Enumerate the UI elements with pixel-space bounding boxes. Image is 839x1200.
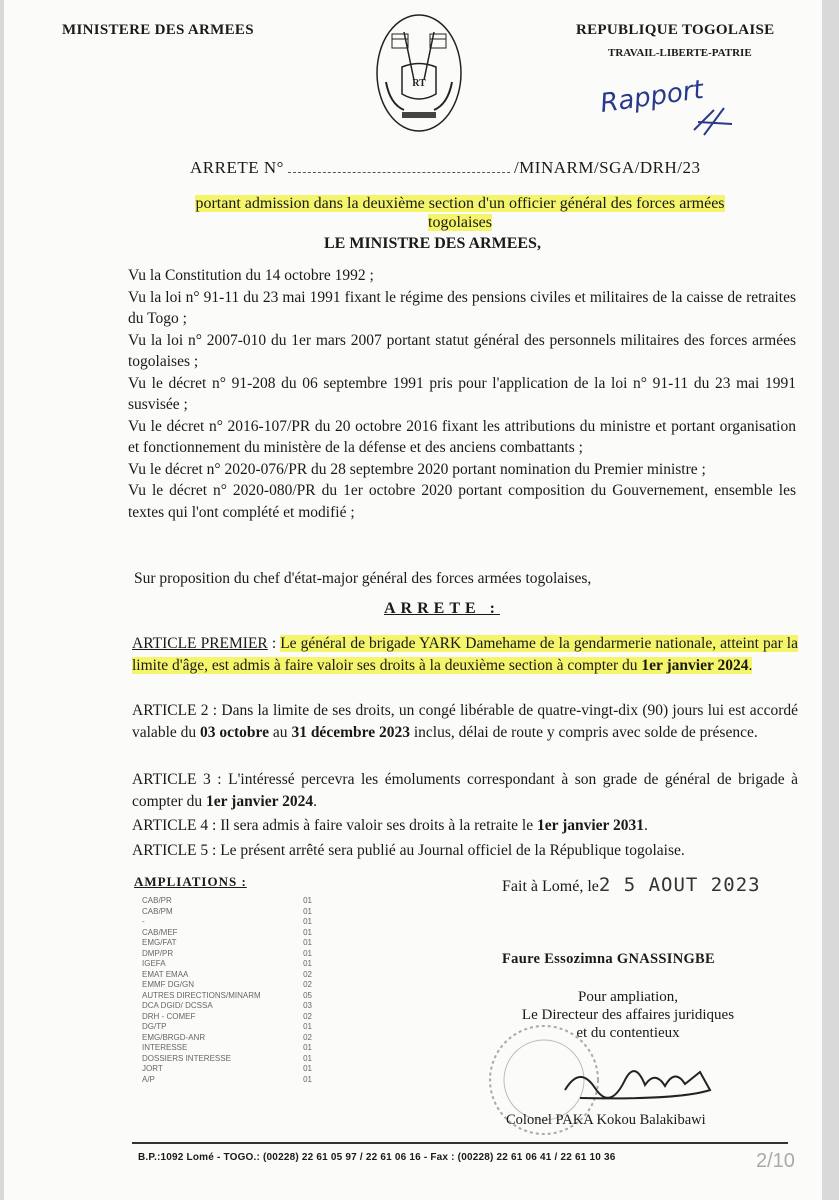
list-item: - 01 <box>142 917 312 926</box>
list-item: DG/TP 01 <box>142 1022 312 1031</box>
consideration-item: Vu la loi n° 2007-010 du 1er mars 2007 portant statut général des personnels militaires des forces armées togolaises ; <box>128 331 796 370</box>
article-5: ARTICLE 5 : Le présent arrêté sera publié au Journal officiel de la République togolaise. <box>132 842 685 859</box>
list-item: DRH - COMEF 02 <box>142 1011 312 1021</box>
list-item: CAB/PR 01 <box>142 896 312 905</box>
list-item: EMG/BRGD-ANR 02 <box>142 1032 312 1042</box>
article-2: ARTICLE 2 : Dans la limite de ses droits, un congé libérable de quatre-vingt-dix (90) jours lui est accordé valable du 03 octobre au 31 décembre 2023 inclus, délai de route y compris avec solde de présence. <box>132 702 798 741</box>
arrete-heading: ARRETE : <box>384 600 501 617</box>
consideration-item: Vu la Constitution du 14 octobre 1992 ; <box>128 267 374 284</box>
pen-scribble-icon <box>684 100 744 140</box>
republic-header: REPUBLIQUE TOGOLAISE <box>576 22 775 38</box>
decree-subject: portant admission dans la deuxième section d'un officier général des forces armées togolaises <box>195 195 725 231</box>
date-stamp: 2 5 AOUT 2023 <box>598 874 761 896</box>
article-4: ARTICLE 4 : Il sera admis à faire valoir ses droits à la retraite le 1er janvier 2031. <box>132 817 648 834</box>
ministry-header: MINISTERE DES ARMEES <box>62 22 254 38</box>
list-item: A/P 01 <box>142 1074 312 1084</box>
considerations-list <box>128 265 796 523</box>
list-item: EMG/FAT 01 <box>142 938 312 947</box>
consideration-item: Vu le décret n° 2020-080/PR du 1er octobre 2020 portant composition du Gouvernement, ensemble les textes qui l'ont complété et modifié ; <box>128 482 796 521</box>
article-3: ARTICLE 3 : L'intéressé percevra les émoluments correspondant à son grade de général de brigade à compter du 1er janvier 2024. <box>132 771 798 810</box>
list-item: CAB/PM 01 <box>142 906 312 916</box>
list-item: DCA DGID/ DCSSA 03 <box>142 1001 312 1010</box>
coat-of-arms-emblem <box>374 12 464 134</box>
ampliations-list <box>142 896 312 1085</box>
colonel-name: Colonel PAKA Kokou Balakibawi <box>506 1112 706 1128</box>
national-motto: TRAVAIL-LIBERTE-PATRIE <box>608 47 752 59</box>
svg-text:RT: RT <box>412 78 426 89</box>
page-indicator: 2/10 <box>756 1150 795 1172</box>
proposal-line: Sur proposition du chef d'état-major général des forces armées togolaises, <box>134 570 592 587</box>
signatory-name: Faure Essozimna GNASSINGBE <box>502 951 715 967</box>
list-item: AUTRES DIRECTIONS/MINARM 05 <box>142 990 312 1000</box>
list-item: INTERESSE 01 <box>142 1043 312 1052</box>
list-item: JORT 01 <box>142 1064 312 1073</box>
list-item: EMMF DG/GN 02 <box>142 980 312 989</box>
article-premier: ARTICLE PREMIER : Le général de brigade YARK Damehame de la gendarmerie nationale, atteint par la limite d'âge, est admis à faire valoir ses droits à la deuxième section à compter du 1er janvier 2024. <box>132 635 798 674</box>
consideration-item: Vu le décret n° 2020-076/PR du 28 septembre 2020 portant nomination du Premier ministre ; <box>128 460 706 478</box>
place-and-date: Fait à Lomé, le2 5 AOUT 2023 <box>502 874 761 896</box>
list-item: DOSSIERS INTERESSE 01 <box>142 1053 312 1063</box>
certification-block: Pour ampliation, Le Directeur des affaires juridiques et du contentieux <box>521 989 735 1041</box>
list-item: DMP/PR 01 <box>142 948 312 958</box>
list-item: IGEFA 01 <box>142 959 312 968</box>
footer-contact: B.P.:1092 Lomé - TOGO.: (00228) 22 61 05 97 / 22 61 06 16 - Fax : (00228) 22 61 06 41 / 22 61 10 36 <box>138 1152 616 1163</box>
consideration-item: Vu le décret n° 2016-107/PR du 20 octobre 2016 fixant les attributions du ministre et portant organisation et fonctionnement du ministère de la défense et des anciens combattants ; <box>128 417 796 456</box>
document-page <box>4 0 822 1200</box>
list-item: EMAT EMAA 02 <box>142 969 312 979</box>
consideration-item: Vu le décret n° 91-208 du 06 septembre 1991 pris pour l'application de la loi n° 91-11 du 23 mai 1991 susvisée ; <box>128 374 796 413</box>
ampliations-title: AMPLIATIONS : <box>134 874 247 889</box>
handwritten-annotation: Rapport <box>598 74 706 120</box>
issuer-title: LE MINISTRE DES ARMEES, <box>324 235 541 252</box>
decree-number: ARRETE N° /MINARM/SGA/DRH/23 <box>190 158 701 177</box>
list-item: CAB/MEF 01 <box>142 927 312 937</box>
consideration-item: Vu la loi n° 91-11 du 23 mai 1991 fixant le régime des pensions civiles et militaires de la caisse de retraites du Togo ; <box>128 288 796 327</box>
signature-icon <box>560 1050 730 1110</box>
footer-divider <box>132 1142 788 1144</box>
